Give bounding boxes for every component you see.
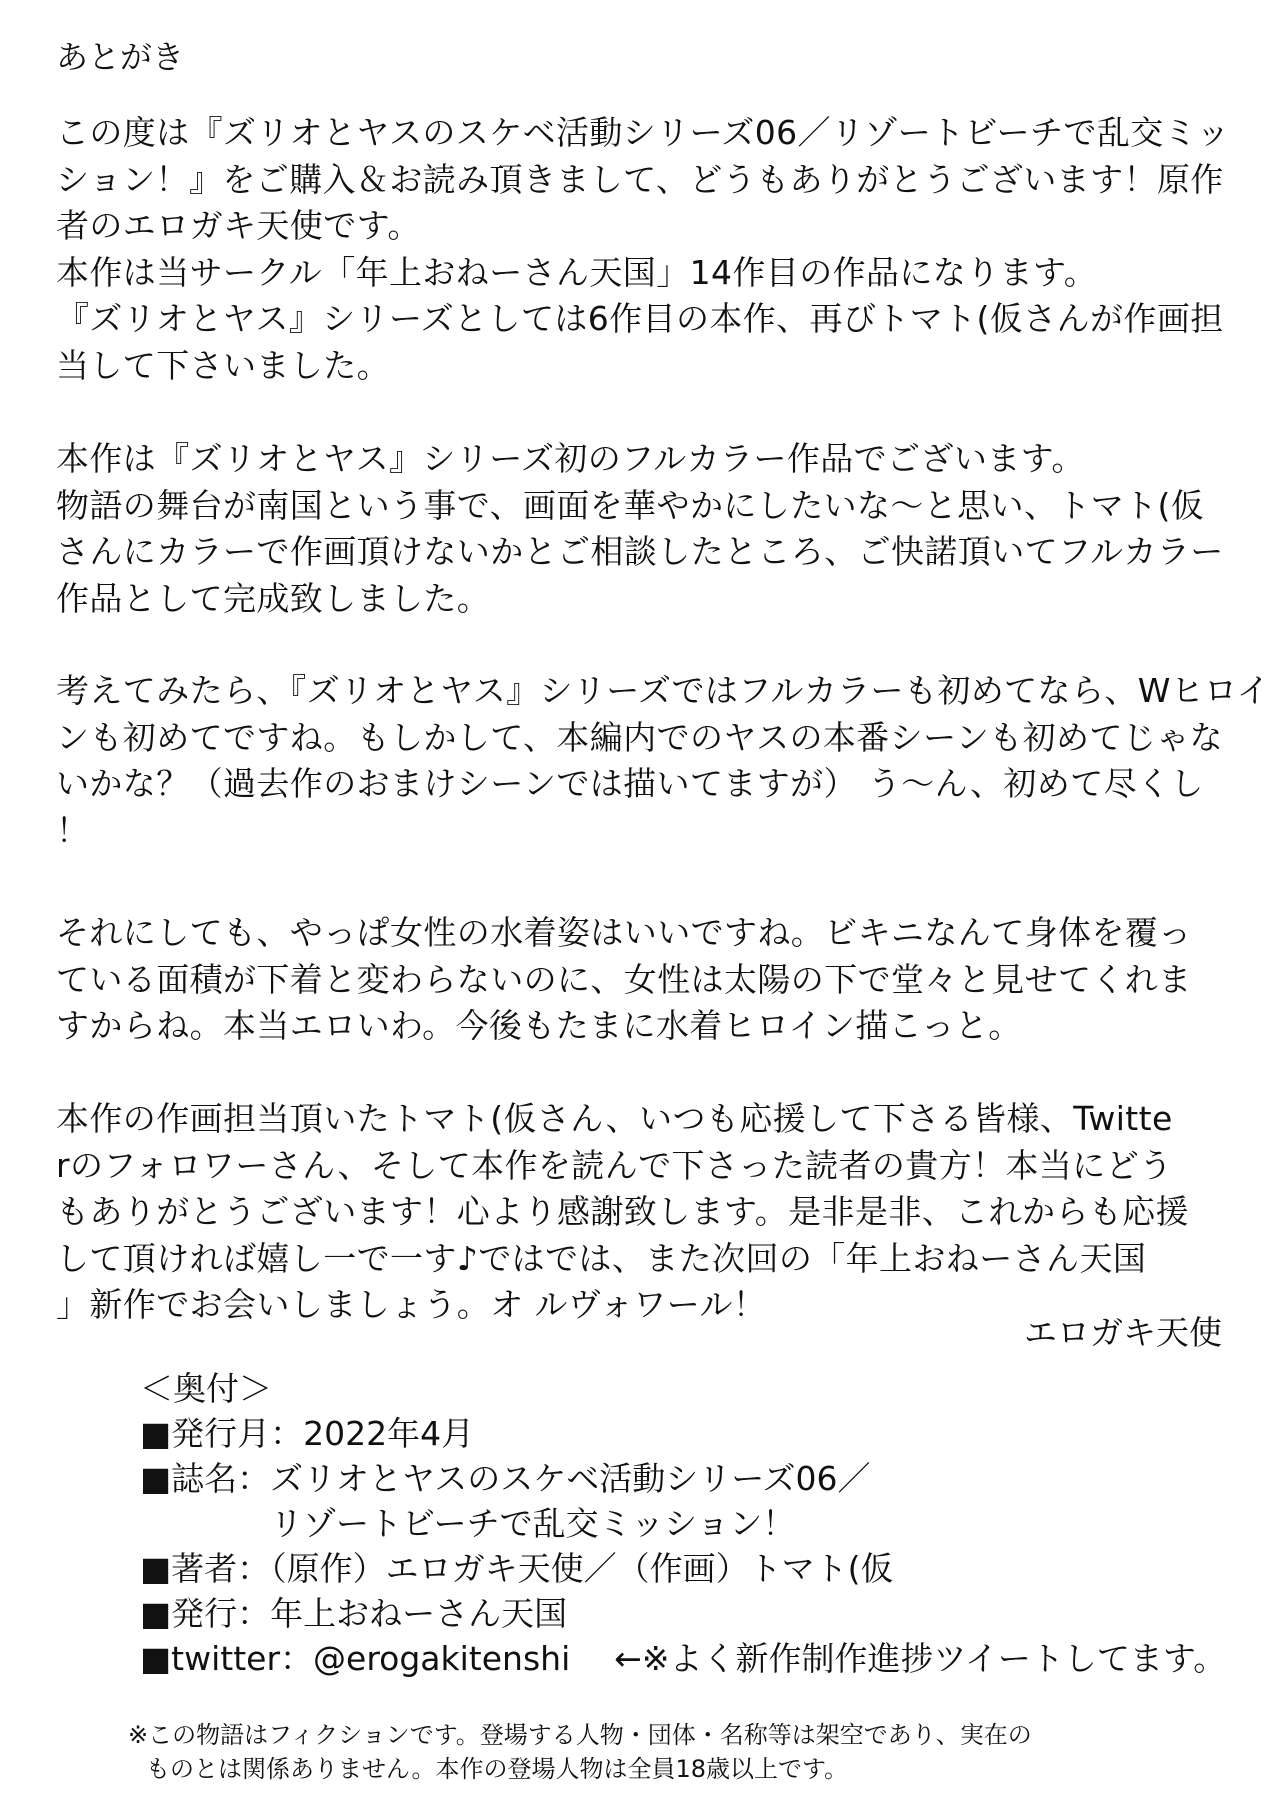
paragraph-full-color	[56, 436, 1236, 622]
paragraph-line: 」新作でお会いしましょう。オ ルヴォワール！	[56, 1285, 767, 1324]
paragraph-line: この度は『ズリオとヤスのスケベ活動シリーズ06／リゾートビーチで乱交ミッ	[56, 113, 1230, 152]
paragraph-greeting	[56, 110, 1236, 389]
paragraph-line: いかな？（過去作のおまけシーンでは描いてますが） う～ん、初めて尽くし	[56, 764, 1204, 803]
paragraph-line: 当して下さいました。	[56, 345, 390, 385]
colophon-publisher: ■発行：年上おねーさん天国	[140, 1594, 568, 1633]
colophon-magazine-name: ■誌名：ズリオとヤスのスケベ活動シリーズ06／	[140, 1459, 871, 1498]
afterword-heading: あとがき	[56, 38, 185, 76]
paragraph-swimsuits	[56, 910, 1236, 1050]
paragraph-line: 考えてみたら、『ズリオとヤス』シリーズではフルカラーも初めてなら、Wヒロイ	[56, 671, 1270, 710]
paragraph-line: すからね。本当エロいわ。今後もたまに水着ヒロイン描こっと。	[56, 1006, 1022, 1045]
paragraph-line: ！	[56, 810, 90, 850]
paragraph-line: 本作は『ズリオとヤス』シリーズ初のフルカラー作品でございます。	[56, 439, 1085, 478]
colophon	[140, 1366, 1250, 1681]
colophon-twitter-row	[140, 1636, 1250, 1681]
paragraph-line: ている面積が下着と変わらないのに、女性は太陽の下で堂々と見せてくれま	[56, 959, 1192, 999]
paragraph-line: さんにカラーで作画頂けないかとご相談したところ、ご快諾頂いてフルカラー	[56, 532, 1224, 571]
paragraph-line: して頂ければ嬉し一で一す♪ではでは、また次回の「年上おねーさん天国	[56, 1238, 1147, 1278]
paragraph-line: ション！』をご購入＆お読み頂きまして、どうもありがとうございます！原作	[56, 159, 1224, 199]
paragraph-line: 作品として完成致しました。	[56, 578, 491, 618]
colophon-authors: ■著者：（原作）エロガキ天使／（作画）トマト(仮	[140, 1549, 894, 1588]
paragraph-line: 物語の舞台が南国という事で、画面を華やかにしたいな～と思い、トマト(仮	[56, 485, 1205, 525]
disclaimer-line: ものとは関係ありません。本作の登場人物は全員18歳以上です。	[146, 1755, 849, 1783]
disclaimer-line: ※この物語はフィクションです。登場する人物・団体・名称等は架空であり、実在の	[128, 1721, 1032, 1749]
colophon-magazine-name-continued: リゾートビーチで乱交ミッション！	[270, 1504, 796, 1543]
paragraph-firsts	[56, 668, 1270, 854]
paragraph-line: それにしても、やっぱ女性の水着姿はいいですね。ビキニなんて身体を覆っ	[56, 913, 1192, 952]
paragraph-line: 本作の作画担当頂いたトマト(仮さん、いつも応援して下さる皆様、Twitte	[56, 1099, 1173, 1138]
paragraph-thanks	[56, 1096, 1236, 1329]
colophon-title: ＜奥付＞	[140, 1369, 272, 1408]
colophon-twitter: ■twitter：@erogakitenshi	[140, 1639, 571, 1678]
paragraph-line: rのフォロワーさん、そして本作を読んで下さった読者の貴方！本当にどう	[56, 1145, 1173, 1185]
colophon-twitter-note: ←※よく新作制作進捗ツイートしてます。	[614, 1639, 1227, 1678]
paragraph-line: 『ズリオとヤス』シリーズとしては6作目の本作、再びトマト(仮さんが作画担	[56, 299, 1224, 338]
colophon-publish-date: ■発行月：2022年4月	[140, 1414, 475, 1453]
author-signature: エロガキ天使	[1024, 1313, 1222, 1352]
paragraph-line: もありがとうございます！心より感謝致します。是非是非、これからも応援	[56, 1192, 1189, 1231]
paragraph-line: 本作は当サークル「年上おねーさん天国」14作目の作品になります。	[56, 252, 1098, 292]
paragraph-line: ンも初めてですね。もしかして、本編内でのヤスの本番シーンも初めてじゃな	[56, 717, 1224, 757]
paragraph-line: 者のエロガキ天使です。	[56, 206, 421, 245]
fiction-disclaimer	[128, 1718, 1248, 1786]
